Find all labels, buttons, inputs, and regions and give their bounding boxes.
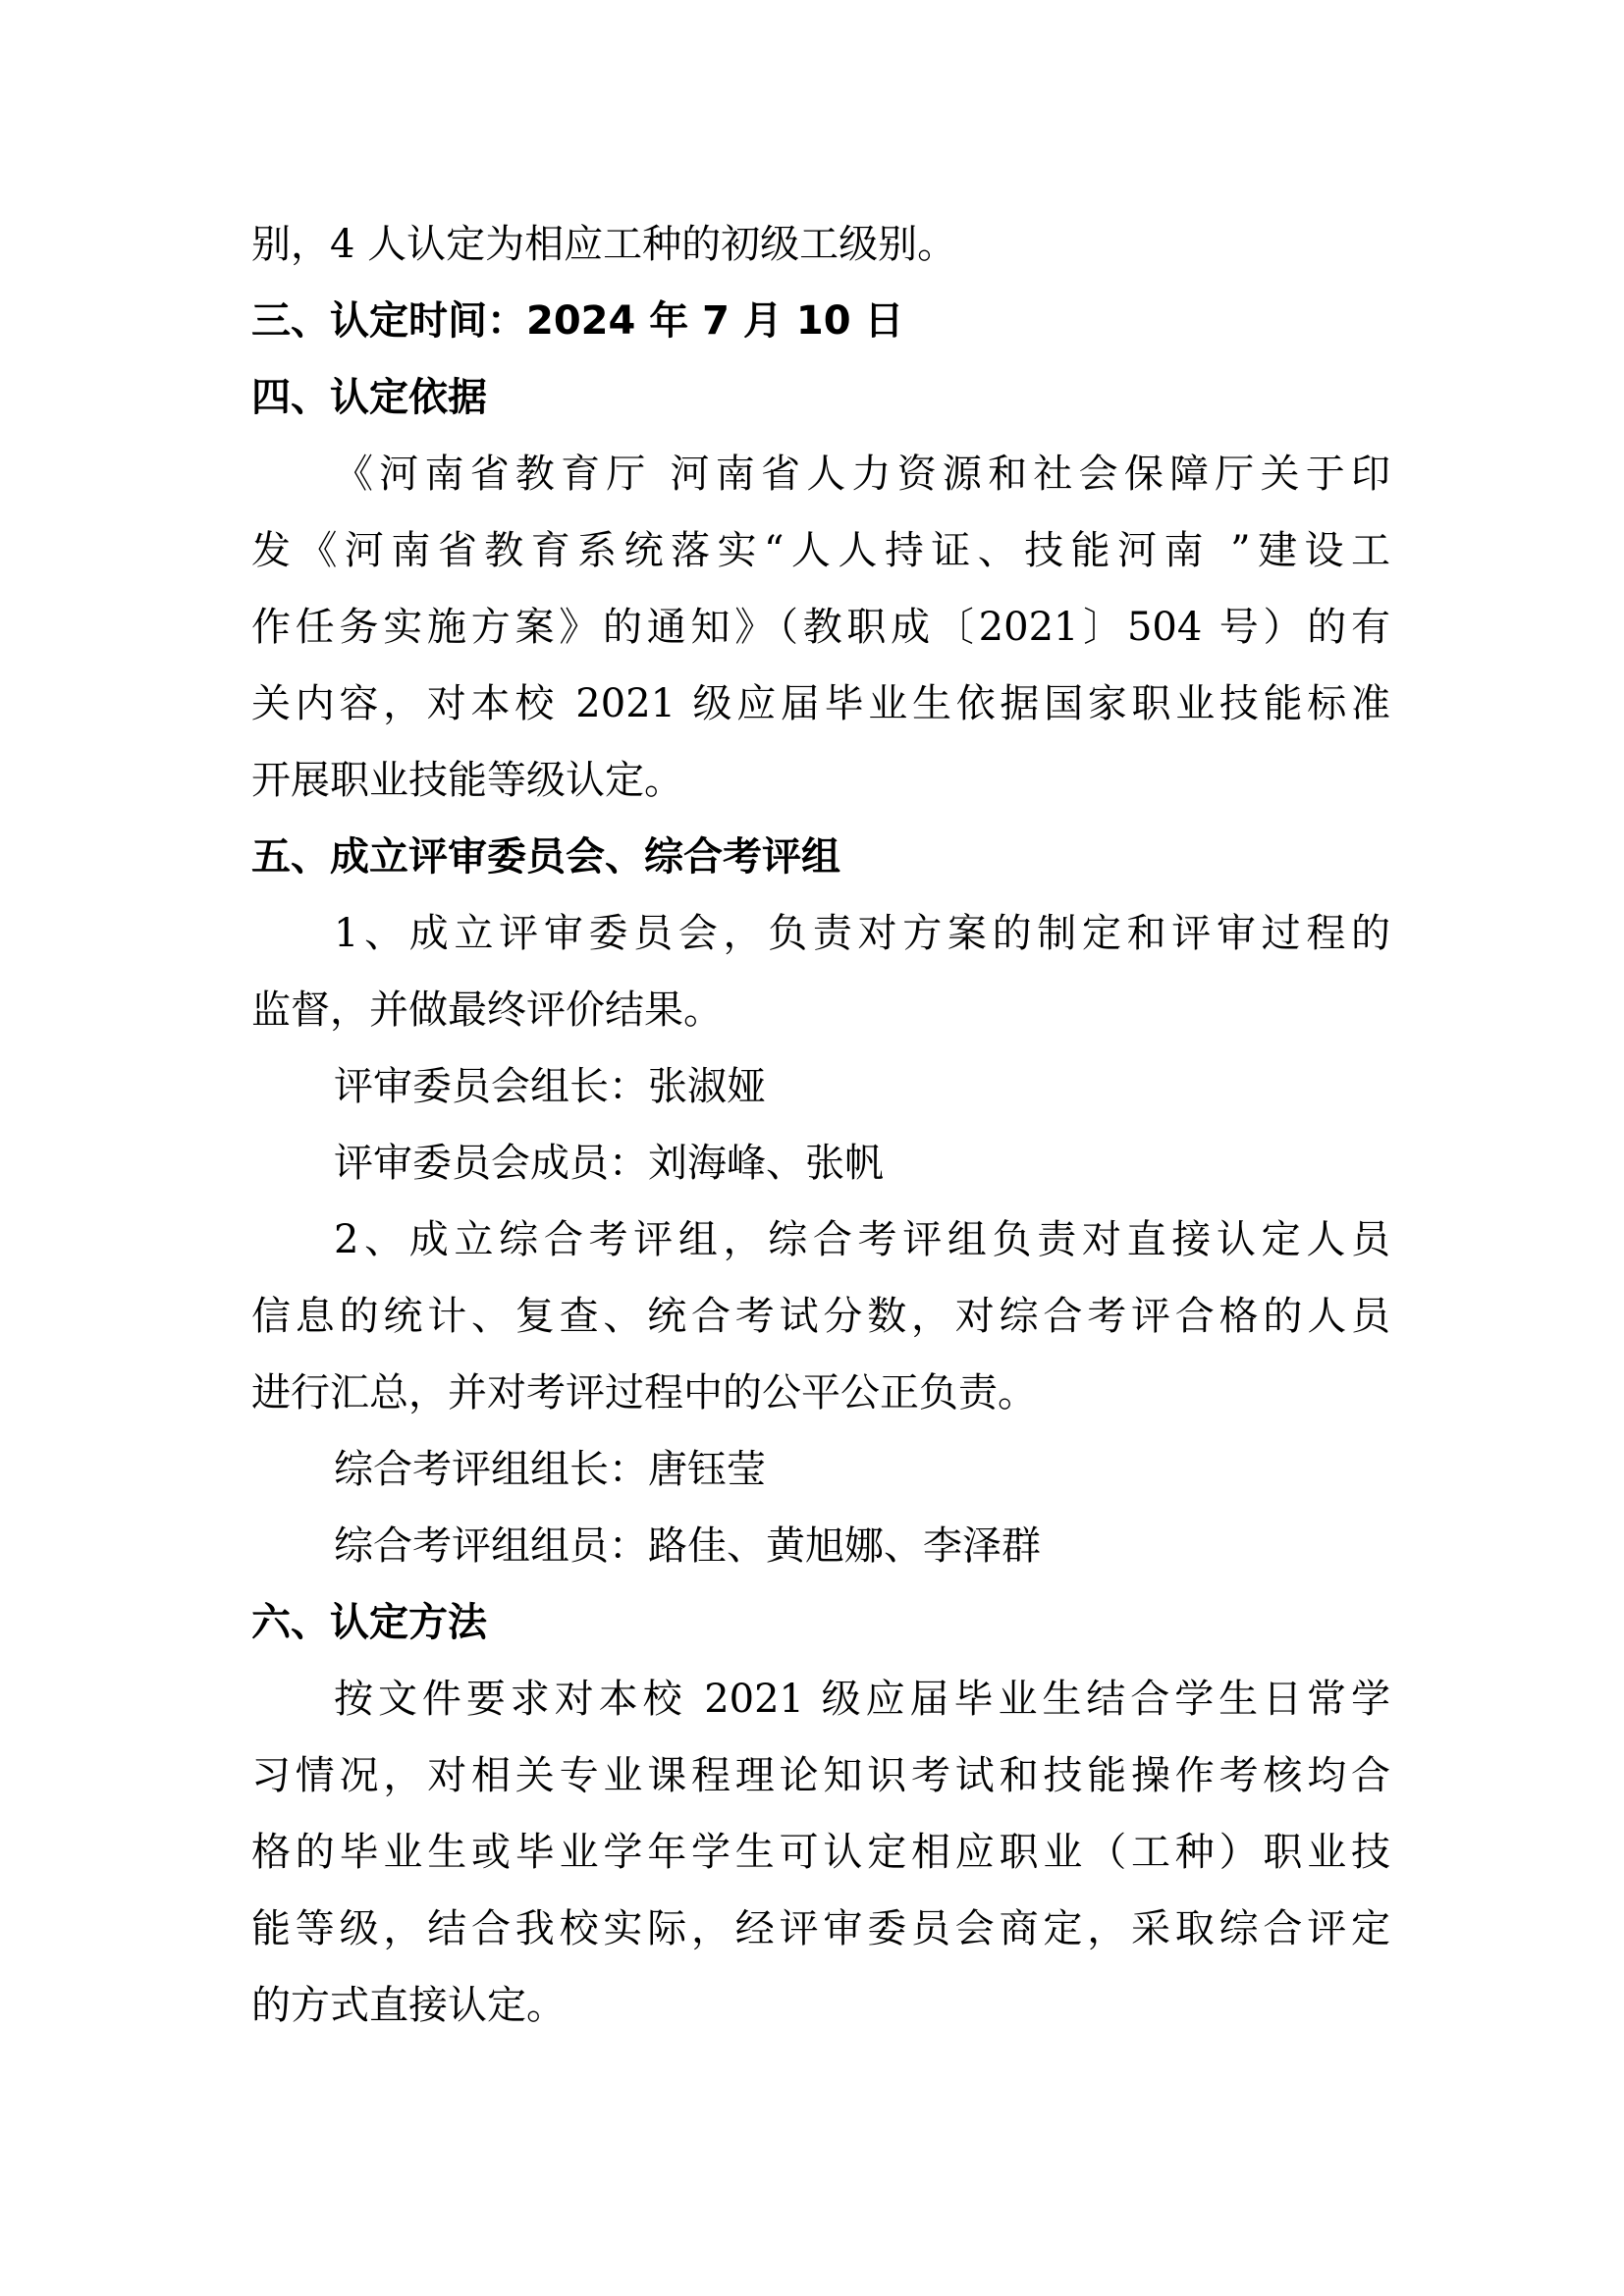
section-heading-time: 三、认定时间：2024 年 7 月 10 日 — [251, 298, 904, 344]
body-text-line: 习情况，对相关专业课程理论知识考试和技能操作考核均合 — [251, 1753, 1390, 1798]
committee-leader: 评审委员会组长：张淑娅 — [334, 1064, 766, 1109]
body-text-line: 《河南省教育厅 河南省人力资源和社会保障厅关于印 — [334, 452, 1390, 497]
committee-members: 评审委员会成员：刘海峰、张帆 — [334, 1141, 884, 1186]
body-text-line: 别，4 人认定为相应工种的初级工级别。 — [251, 222, 957, 267]
body-text-line: 能等级，结合我校实际，经评审委员会商定，采取综合评定 — [251, 1906, 1390, 1951]
body-text-line: 的方式直接认定。 — [251, 1983, 566, 2028]
body-text-line: 信息的统计、复查、统合考试分数，对综合考评合格的人员 — [251, 1294, 1390, 1339]
body-text-line: 2、成立综合考评组，综合考评组负责对直接认定人员 — [334, 1217, 1390, 1262]
body-text-line: 格的毕业生或毕业学年学生可认定相应职业（工种）职业技 — [251, 1830, 1390, 1875]
body-text-line: 发《河南省教育系统落实“人人持证、技能河南 ”建设工 — [251, 528, 1390, 573]
body-text-line: 进行汇总，并对考评过程中的公平公正负责。 — [251, 1370, 1037, 1415]
section-heading-basis: 四、认定依据 — [251, 375, 487, 420]
body-text-line: 监督，并做最终评价结果。 — [251, 988, 723, 1033]
body-text-line: 按文件要求对本校 2021 级应届毕业生结合学生日常学 — [334, 1677, 1390, 1722]
body-text-line: 开展职业技能等级认定。 — [251, 758, 683, 803]
evaluation-group-members: 综合考评组组员：路佳、黄旭娜、李泽群 — [334, 1523, 1041, 1569]
evaluation-group-leader: 综合考评组组长：唐钰莹 — [334, 1447, 766, 1492]
body-text-line: 1、成立评审委员会，负责对方案的制定和评审过程的 — [334, 911, 1390, 956]
section-heading-method: 六、认定方法 — [251, 1600, 487, 1645]
body-text-line: 关内容，对本校 2021 级应届毕业生依据国家职业技能标准 — [251, 681, 1390, 726]
section-heading-committee: 五、成立评审委员会、综合考评组 — [251, 834, 840, 880]
body-text-line: 作任务实施方案》的通知》（教职成〔2021〕504 号）的有 — [251, 605, 1390, 650]
